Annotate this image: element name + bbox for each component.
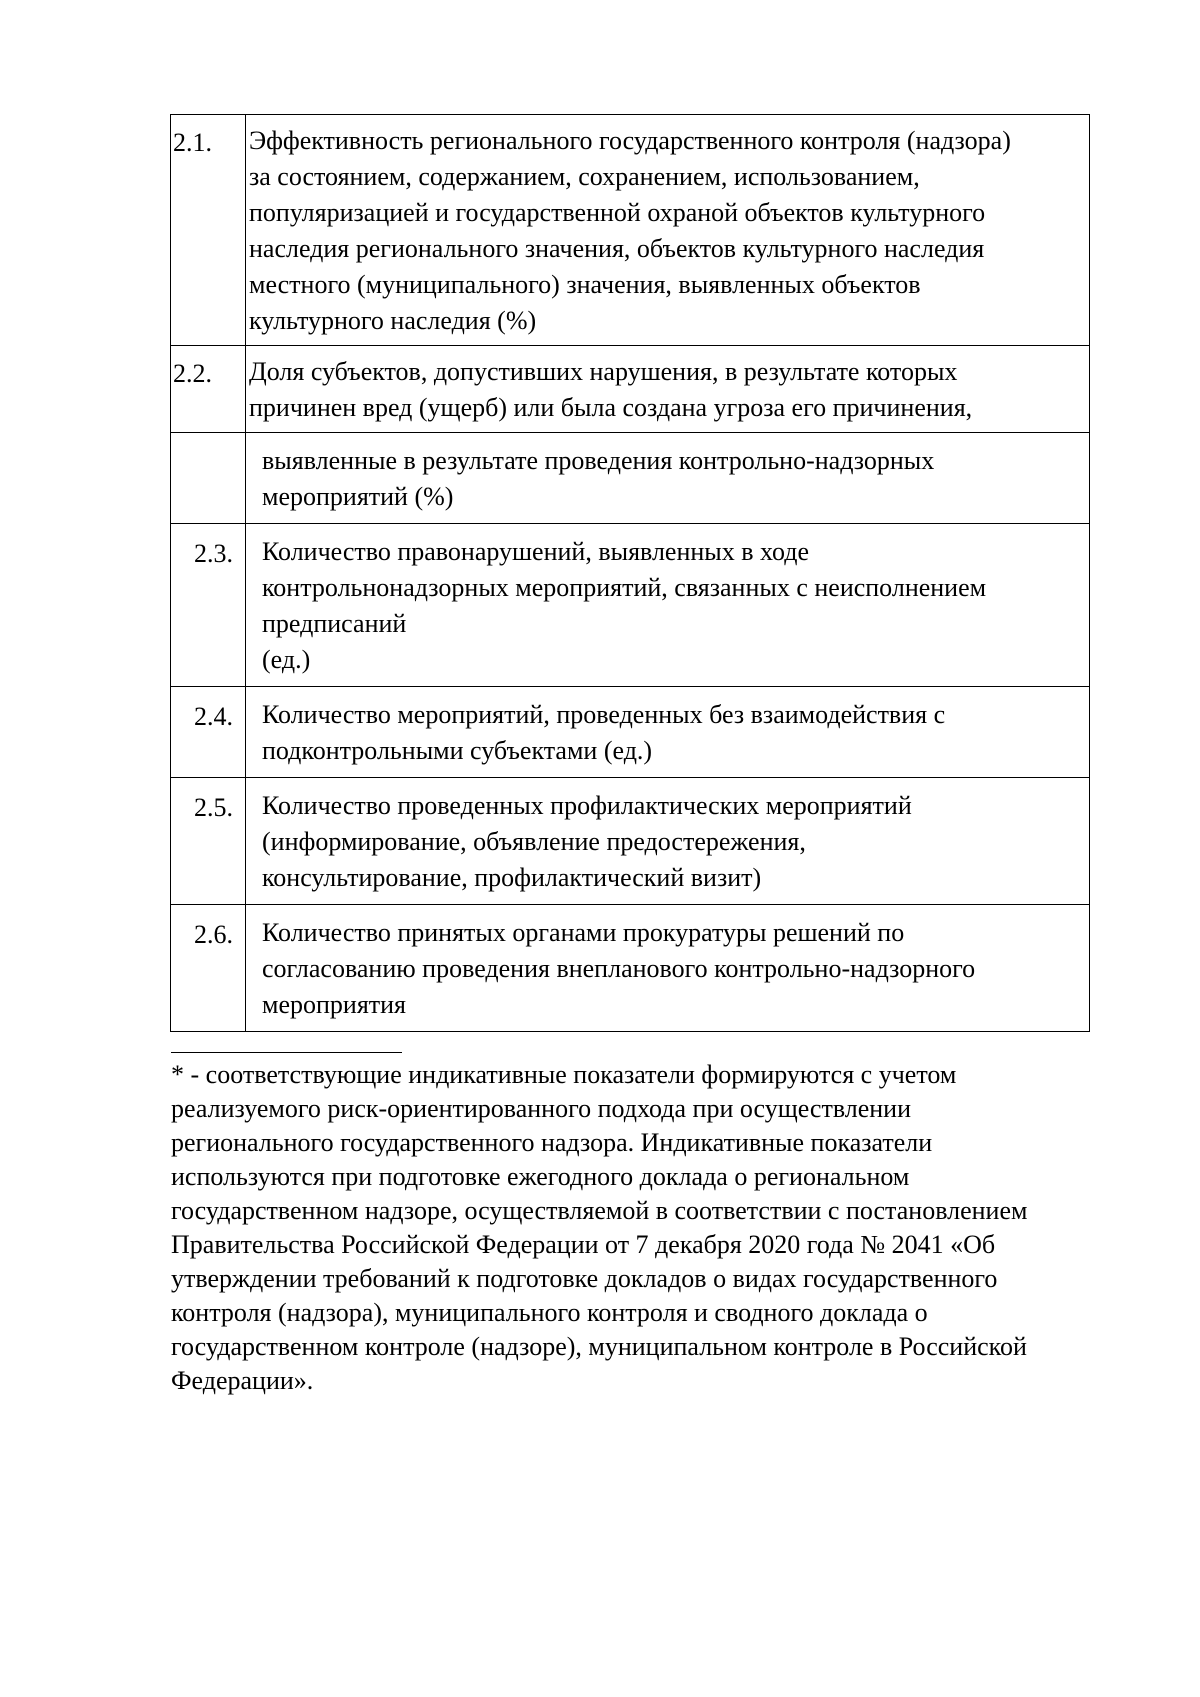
footnote-line: государственном контроле (надзоре), муниципальном контроле в Российской	[171, 1332, 1027, 1361]
row-text	[246, 433, 1090, 524]
table-row	[171, 433, 1090, 524]
row-number: 2.6.	[171, 905, 246, 1032]
footnote-separator	[171, 1052, 402, 1053]
row-text	[246, 687, 1090, 778]
row-text	[246, 346, 1090, 433]
footnote-line: * - соответствующие индикативные показатели формируются с учетом	[171, 1060, 957, 1089]
row-text-line: мероприятия	[262, 990, 407, 1019]
table-row	[171, 905, 1090, 1032]
row-text-line: Количество проведенных профилактических мероприятий	[262, 791, 912, 820]
row-text	[246, 778, 1090, 905]
footnote-line: контроля (надзора), муниципального контроля и сводного доклада о	[171, 1298, 928, 1327]
row-text-line: предписаний	[262, 609, 407, 638]
table-row	[171, 778, 1090, 905]
row-text-line: Количество правонарушений, выявленных в ходе	[262, 537, 810, 566]
footnote	[171, 1058, 1131, 1398]
table-row	[171, 524, 1090, 687]
row-number: 2.5.	[171, 778, 246, 905]
table-row	[171, 115, 1090, 346]
row-text-line: выявленные в результате проведения контрольно-надзорных	[262, 446, 935, 475]
row-text-line: консультирование, профилактический визит)	[262, 863, 762, 892]
row-text-line: Количество принятых органами прокуратуры решений по	[262, 918, 905, 947]
row-text-line: (информирование, объявление предостережения,	[262, 827, 806, 856]
row-text-line: за состоянием, содержанием, сохранением, использованием,	[249, 162, 920, 191]
row-number: 2.2.	[171, 346, 246, 433]
row-text	[246, 905, 1090, 1032]
row-text-line: популяризацией и государственной охраной объектов культурного	[249, 198, 986, 227]
row-number: 2.1.	[171, 115, 246, 346]
row-text	[246, 115, 1090, 346]
footnote-line: используются при подготовке ежегодного доклада о региональном	[171, 1162, 910, 1191]
footnote-line: Федерации».	[171, 1366, 314, 1395]
row-text-line: согласованию проведения внепланового контрольно-надзорного	[262, 954, 976, 983]
row-text-line: Доля субъектов, допустивших нарушения, в результате которых	[249, 357, 958, 386]
row-text-line: (ед.)	[262, 645, 311, 674]
footnote-line: реализуемого риск-ориентированного подхода при осуществлении	[171, 1094, 912, 1123]
indicators-table	[170, 114, 1090, 1032]
row-text-line: наследия регионального значения, объектов культурного наследия	[249, 234, 985, 263]
row-text-line: причинен вред (ущерб) или была создана угроза его причинения,	[249, 393, 973, 422]
row-text-line: Эффективность регионального государственного контроля (надзора)	[249, 126, 1011, 155]
row-number	[171, 433, 246, 524]
row-text-line: мероприятий (%)	[262, 482, 454, 511]
footnote-line: Правительства Российской Федерации от 7 декабря 2020 года № 2041 «Об	[171, 1230, 996, 1259]
row-text-line: подконтрольными субъектами (ед.)	[262, 736, 653, 765]
row-text-line: культурного наследия (%)	[249, 306, 537, 335]
row-text-line: местного (муниципального) значения, выявленных объектов	[249, 270, 921, 299]
footnote-line: регионального государственного надзора. Индикативные показатели	[171, 1128, 933, 1157]
row-text-line: контрольнонадзорных мероприятий, связанных с неисполнением	[262, 573, 987, 602]
table-row	[171, 687, 1090, 778]
table-row	[171, 346, 1090, 433]
row-number: 2.3.	[171, 524, 246, 687]
row-number: 2.4.	[171, 687, 246, 778]
row-text-line: Количество мероприятий, проведенных без взаимодействия с	[262, 700, 946, 729]
row-text	[246, 524, 1090, 687]
footnote-line: утверждении требований к подготовке докладов о видах государственного	[171, 1264, 998, 1293]
footnote-line: государственном надзоре, осуществляемой в соответствии с постановлением	[171, 1196, 1028, 1225]
